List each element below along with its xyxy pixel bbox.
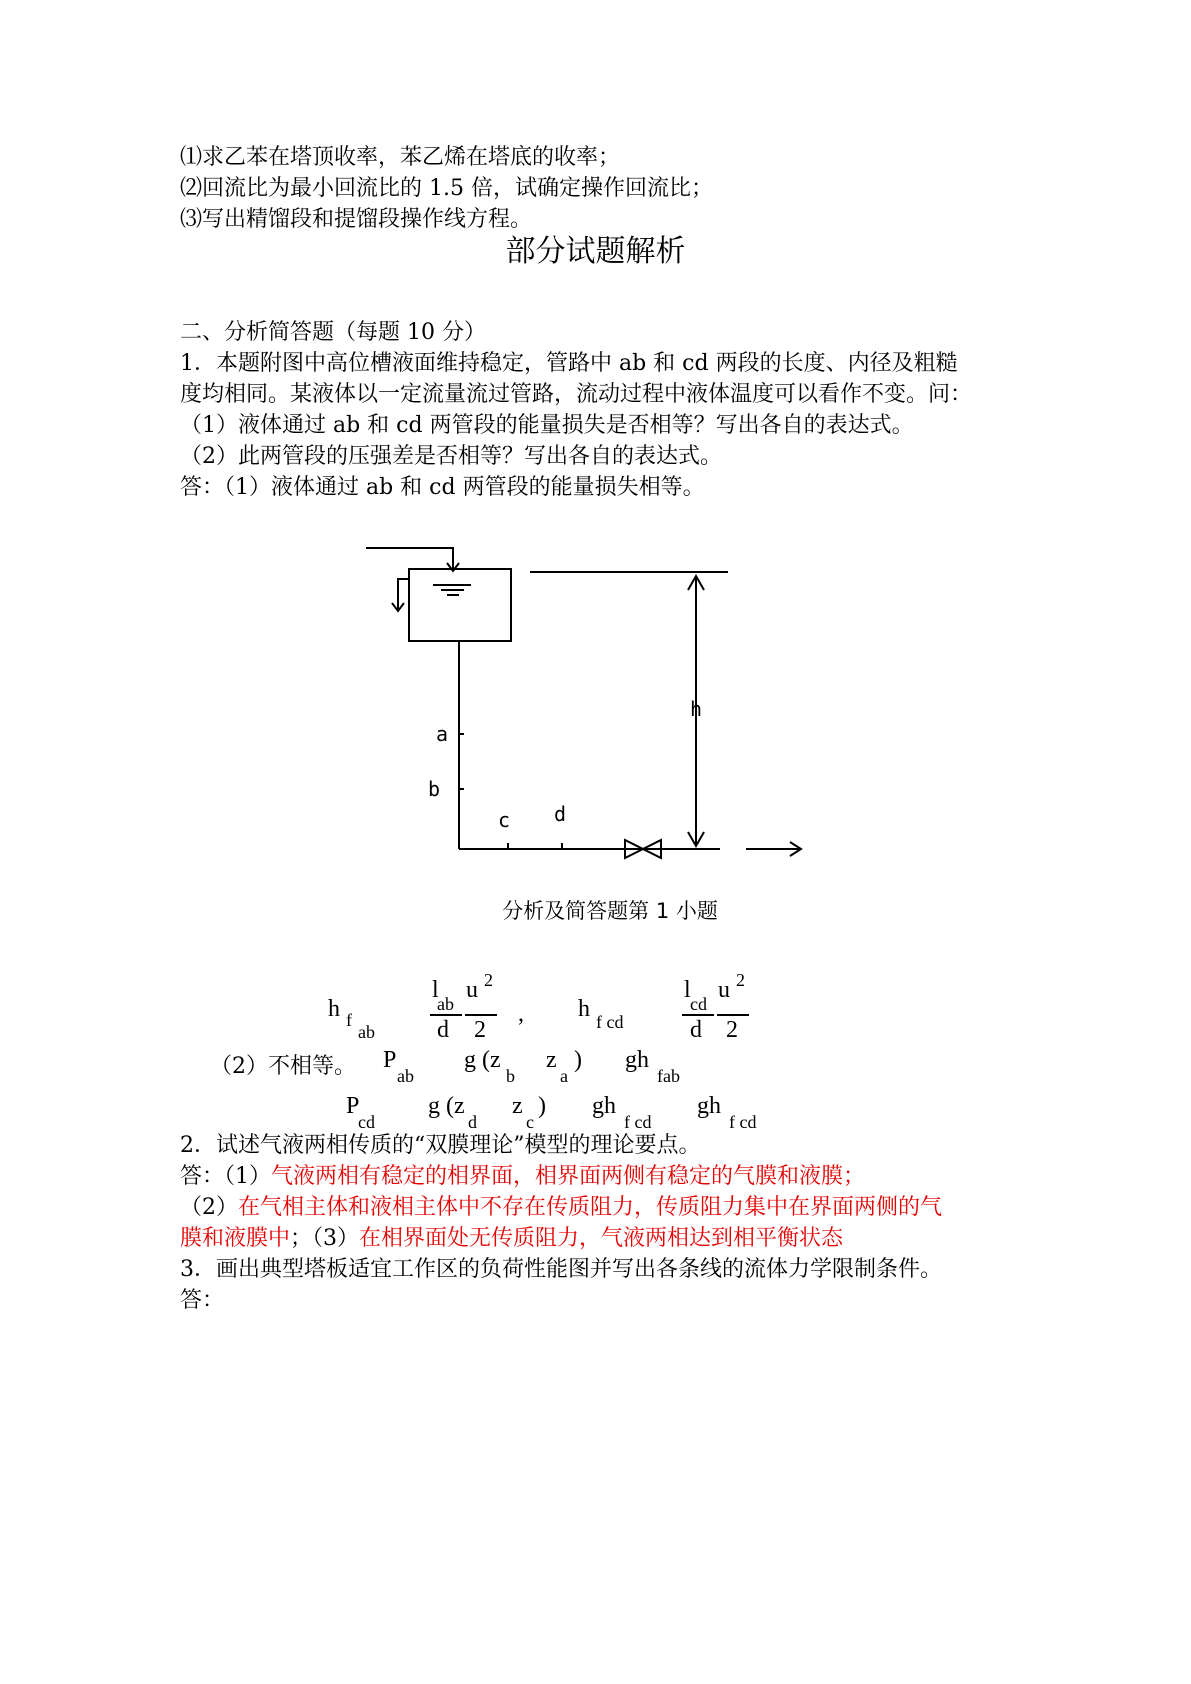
q2-answer-point1: 气液两相有稳定的相界面，相界面两侧有稳定的气膜和液膜； [271,1164,866,1189]
q2-answer-point2: 在气相主体和液相主体中不存在传质阻力，传质阻力集中在界面两侧的气 [238,1195,943,1220]
intro-q2: ⑵回流比为最小回流比的 1.5 倍，试确定操作回流比； [180,176,713,201]
q2-answer-line1: 答：（1）气液两相有稳定的相界面，相界面两侧有稳定的气膜和液膜； [180,1164,866,1189]
q3-question: 3．画出典型塔板适宜工作区的负荷性能图并写出各条线的流体力学限制条件。 [180,1257,942,1282]
inlet-pipe [366,548,453,570]
q2-answer-line3: 膜和液膜中；（3）在相界面处无传质阻力，气液两相达到相平衡状态 [180,1226,844,1251]
intro-q3: ⑶写出精馏段和提馏段操作线方程。 [180,207,533,232]
intro-q1: ⑴求乙苯在塔顶收率，苯乙烯在塔底的收率； [180,145,621,170]
q2-answer-point3: 在相界面处无传质阻力，气液两相达到相平衡状态 [359,1226,844,1251]
overflow-pipe [398,579,409,610]
q1-text-line2: 度均相同。某液体以一定流量流过管路，流动过程中液体温度可以看作不变。问： [180,382,973,407]
label-c: c [498,808,511,832]
q1-subquestion-1: （1）液体通过 ab 和 cd 两管段的能量损失是否相等？写出各自的表达式。 [180,413,914,438]
section-heading: 二、分析简答题（每题 10 分） [180,320,486,345]
page-title: 部分试题解析 [505,234,686,269]
q2-answer-line2: （2）在气相主体和液相主体中不存在传质阻力，传质阻力集中在界面两侧的气 [180,1195,943,1220]
figure-caption: 分析及简答题第 1 小题 [502,899,718,923]
q1-answer-1: 答：（1）液体通过 ab 和 cd 两管段的能量损失相等。 [180,475,705,500]
label-h: h [690,697,703,721]
q3-answer: 答： [180,1288,225,1313]
tank [409,569,511,641]
label-a: a [436,722,449,746]
answer-2-prefix: （2）不相等。 [210,1054,356,1079]
q1-text-line1: 1．本题附图中高位槽液面维持稳定，管路中 ab 和 cd 两段的长度、内径及粗糙 [180,351,958,376]
label-d: d [554,802,567,826]
label-b: b [428,777,441,801]
q2-question: 2．试述气液两相传质的“双膜理论”模型的理论要点。 [180,1133,701,1158]
q1-subquestion-2: （2）此两管段的压强差是否相等？写出各自的表达式。 [180,444,722,469]
